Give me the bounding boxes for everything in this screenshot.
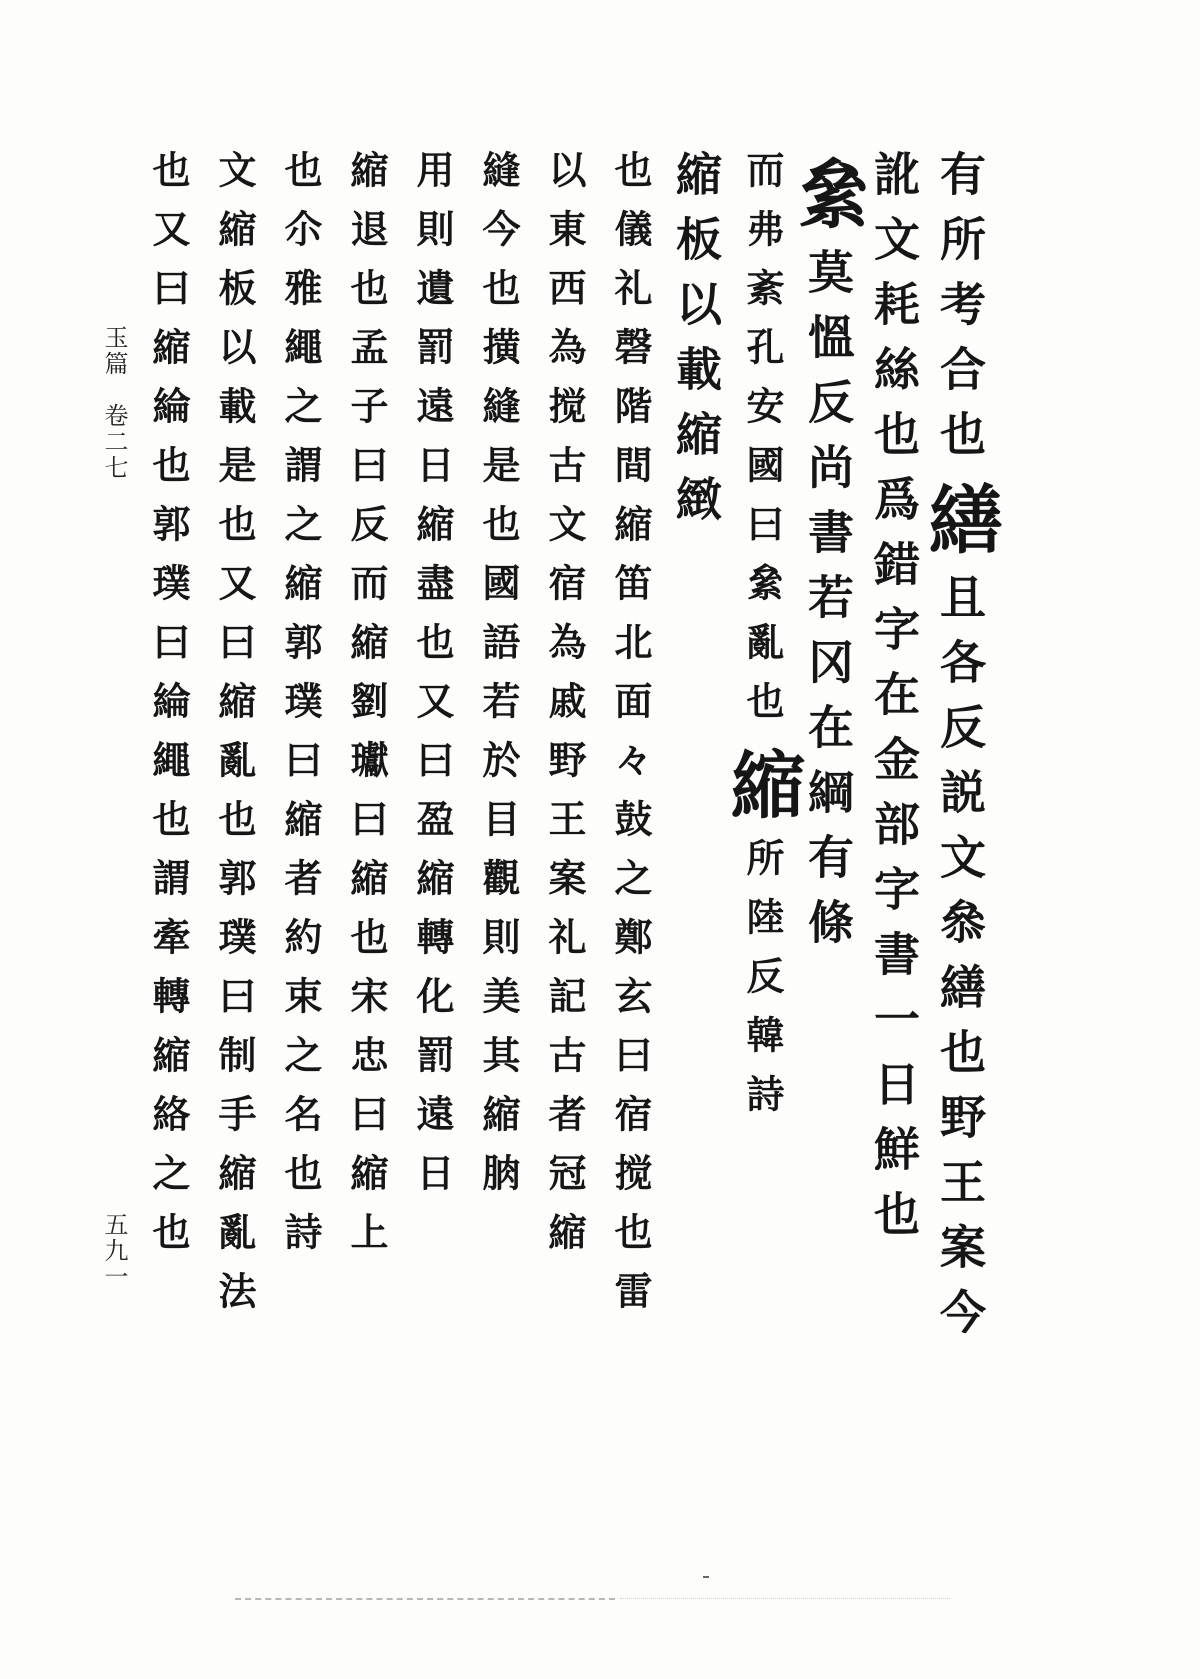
text-column-6 xyxy=(600,150,660,1570)
text-segment: 縫今也撗縫是也國語若於目觀則美其縮朒 xyxy=(476,150,521,1212)
text-column-9 xyxy=(402,150,462,1570)
text-segment: 也儀礼磬階間縮笛北面々鼔之鄭玄曰宿搅也雷 xyxy=(608,150,653,1330)
text-segment: 也又曰縮綸也郭璞曰綸繩也謂牽轉縮絡之也 xyxy=(146,150,191,1271)
text-segment: 訛文耗絲也 xyxy=(867,150,921,475)
text-segment: 而弗紊孔安國曰絫亂也 xyxy=(740,150,785,740)
text-column-5 xyxy=(666,150,726,1570)
margin-title: 玉篇 卷二七 xyxy=(100,325,128,481)
text-segment: 以東西為搅古文宿為戚野王案礼記古者冠縮 xyxy=(542,150,587,1271)
headword: 繕 xyxy=(917,481,1003,563)
text-column-13 xyxy=(138,150,198,1570)
text-column-3 xyxy=(785,150,871,1570)
text-column-11 xyxy=(270,150,330,1570)
page-number: 五九一 xyxy=(100,1212,128,1290)
text-segment: 縮板以載縮緻 xyxy=(669,150,723,540)
text-column-4 xyxy=(719,150,805,1570)
text-column-1 xyxy=(917,150,1003,1570)
text-segment: 有所考合也 xyxy=(933,150,987,475)
headword: 絫 xyxy=(785,156,871,238)
scan-speck xyxy=(703,1576,709,1578)
scan-edge-line xyxy=(235,1598,615,1602)
text-segment: 文縮板以載是也又曰縮亂也郭璞曰制手縮亂法 xyxy=(212,150,257,1330)
text-segment: 縮退也孟子曰反而縮劉瓛曰縮也宋忠曰縮上 xyxy=(344,150,389,1271)
text-segment: 所陸反韓詩 xyxy=(740,838,785,1133)
headword: 縮 xyxy=(719,746,805,828)
text-column-2 xyxy=(864,150,924,1570)
text-segment: 用則遺罰遠日縮盡也又曰盈縮轉化罰遠日 xyxy=(410,150,455,1212)
scan-edge-line-faint xyxy=(620,1598,950,1601)
text-segment: 也尒雅繩之謂之縮郭璞曰縮者約束之名也詩 xyxy=(278,150,323,1271)
text-segment: 莫慍反尚書若冈在綱有條 xyxy=(801,248,855,963)
text-column-12 xyxy=(204,150,264,1570)
text-segment: 爲錯字在金部字書一日鮮也 xyxy=(867,475,921,1255)
text-segment: 且各反説文叅繕也野王案今 xyxy=(933,573,987,1353)
text-column-7 xyxy=(534,150,594,1570)
text-column-8 xyxy=(468,150,528,1570)
text-column-10 xyxy=(336,150,396,1570)
